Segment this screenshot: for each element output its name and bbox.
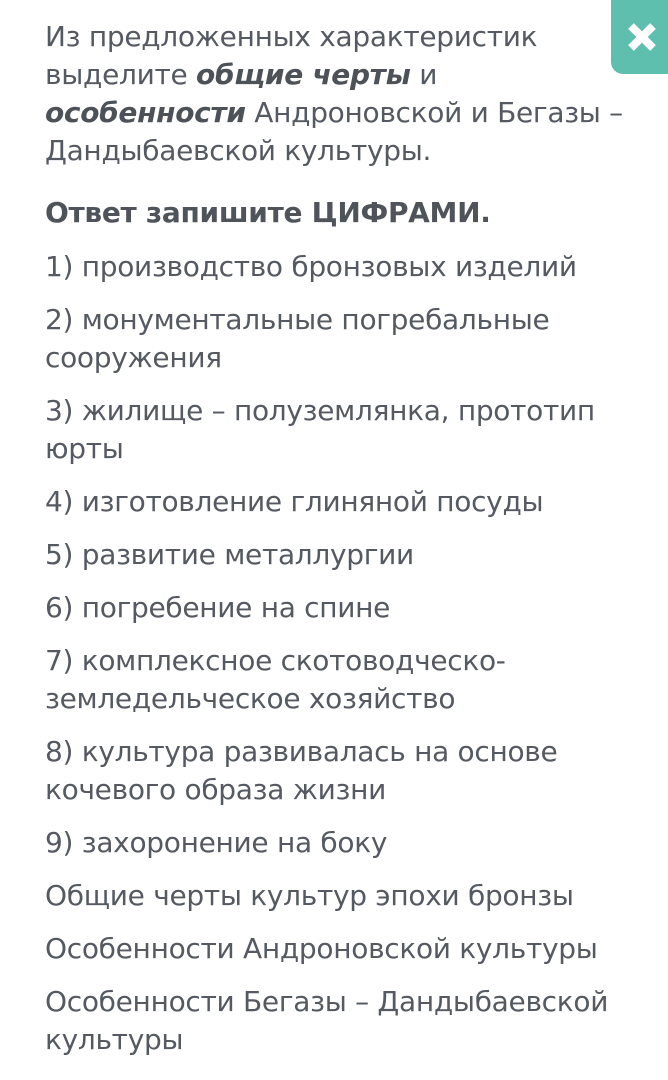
list-item: 1) производство бронзовых изделий — [45, 250, 577, 283]
answer-instruction: Ответ запишите ЦИФРАМИ. — [45, 196, 491, 229]
list-item: 4) изготовление глиняной посуды — [45, 485, 544, 518]
list-item: 9) захоронение на боку — [45, 826, 388, 859]
list-item: 2) монументальные погребальные сооружения — [45, 303, 550, 374]
list-item: 3) жилище – полуземлянка, прототип юрты — [45, 394, 595, 465]
list-item: 8) культура развивалась на основе кочевого образа жизни — [45, 735, 558, 806]
close-icon — [625, 20, 659, 54]
list-item: 5) развитие металлургии — [45, 538, 414, 571]
list-item: 6) погребение на спине — [45, 591, 391, 624]
question-text: Из предложенных характеристик выделите общие черты и особенности Андроновской и Бегазы – Дандыбаевской культуры. — [45, 20, 623, 167]
category-andronovo: Особенности Андроновской культуры — [45, 932, 598, 965]
emphasis-common-features: общие черты — [196, 58, 411, 91]
close-button[interactable] — [611, 0, 668, 74]
list-item: 7) комплексное скотоводческо-земледельческое хозяйство — [45, 644, 506, 715]
emphasis-peculiarities: особенности — [45, 96, 246, 129]
category-common-features: Общие черты культур эпохи бронзы — [45, 879, 574, 912]
answer-categories — [45, 877, 628, 1059]
characteristics-list — [45, 248, 628, 862]
category-begazy-dandybay: Особенности Бегазы – Дандыбаевской культуры — [45, 985, 609, 1056]
